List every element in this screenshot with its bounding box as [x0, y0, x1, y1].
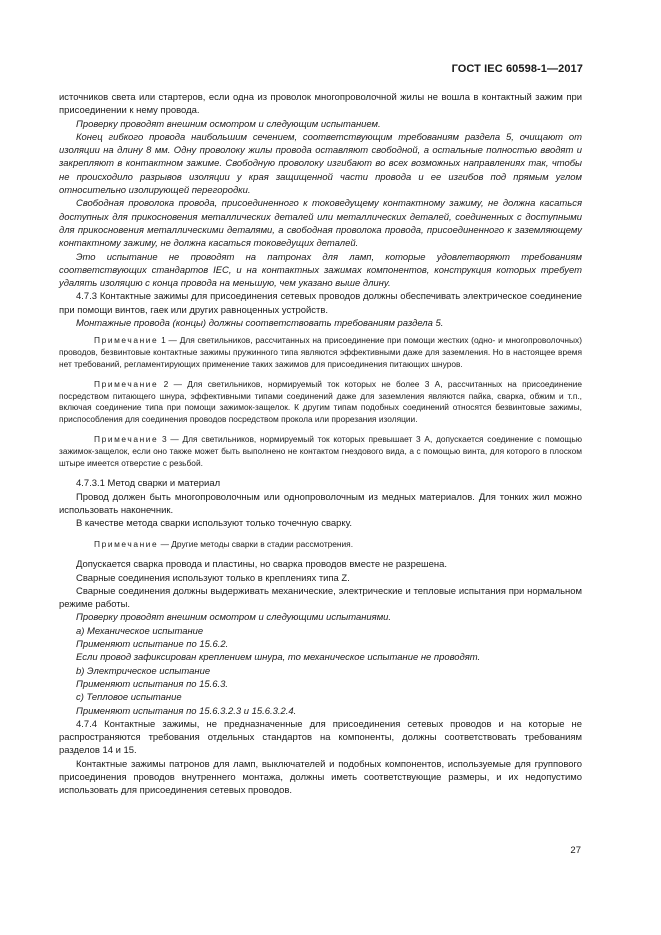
- paragraph: b) Электрическое испытание: [76, 665, 211, 677]
- note-text: 1 — Для светильников, рассчитанных на присоединение при помощи жестких (одно- и многопроволочных) проводов, безвинтовые контактные зажимы пружинного типа являются эффективными даже для заземления. Но в настоящее время нет требований, регламентирующих применение таких зажимов для присоединения питающих шнуров.: [59, 335, 582, 369]
- paragraph: Свободная проволока провода, присоединенного к токоведущему контактному зажиму, не должна касаться доступных для прикосновения металлических деталей или металлических деталей, соединенных с доступными для прикосновения металлическими деталями, а свободная проволока провода, присоединенного к заземляющему контактному зажиму, не должна касаться токоведущих деталей.: [59, 198, 582, 250]
- paragraph: Проверку проводят внешним осмотром и следующим испытанием.: [76, 118, 381, 130]
- paragraph: В качестве метода сварки используют только точечную сварку.: [76, 518, 353, 530]
- note-1: [59, 335, 582, 370]
- paragraph: 4.7.3 Контактные зажимы для присоединения сетевых проводов должны обеспечивать электрическое соединение при помощи винтов, гаек или других равноценных устройств.: [59, 291, 582, 316]
- standard-header: ГОСТ IEC 60598-1—2017: [451, 63, 583, 75]
- paragraph: c) Тепловое испытание: [76, 692, 182, 704]
- note-label: Примечание: [94, 433, 159, 444]
- paragraph: Допускается сварка провода и пластины, но сварка проводов вместе не разрешена.: [76, 559, 447, 571]
- paragraph: Применяют испытание по 15.6.2.: [76, 639, 229, 651]
- page-number: 27: [570, 845, 581, 856]
- paragraph: Контактные зажимы патронов для ламп, выключателей и подобных компонентов, используемые для группового присоединения проводов внутреннего монтажа, должны иметь соответствующие размеры, и их недопустимо использовать для присоединения сетевых проводов.: [59, 758, 582, 797]
- paragraph: a) Механическое испытание: [76, 625, 204, 637]
- note-text: 2 — Для светильников, нормируемый ток которых не более 3 А, рассчитанных на присоединение посредством питающего шнура, эффективными типами соединений даже для заземления являются пайка, сварка, обжим и т.п., включая соединение типа при помощи зажимок-защелок. К другим типам подобных соединений относятся безвинтовые зажимы, приспособления для соединения проводов посредством прокола или прорезания изоляции.: [59, 378, 582, 425]
- paragraph: Применяют испытания по 15.6.3.2.3 и 15.6.3.2.4.: [76, 705, 297, 717]
- document-body: [59, 91, 582, 798]
- paragraph: Сварные соединения используют только в креплениях типа Z.: [76, 572, 350, 584]
- paragraph: Провод должен быть многопроволочным или однопроволочным из медных материалов. Для тонких жил можно использовать наконечник.: [59, 491, 582, 516]
- note-3: [59, 434, 582, 469]
- note-label: Примечание: [94, 538, 159, 549]
- paragraph: Применяют испытания по 15.6.3.: [76, 678, 229, 690]
- paragraph: Если провод зафиксирован креплением шнура, то механическое испытание не проводят.: [76, 652, 481, 664]
- paragraph: Монтажные провода (концы) должны соответствовать требованиям раздела 5.: [76, 318, 444, 330]
- note-label: Примечание: [94, 378, 159, 389]
- note-4: [59, 539, 582, 551]
- note-text: 3 — Для светильников, нормируемый ток которых превышает 3 А, допускается соединение с помощью зажимок-защелок, если оно также может быть выполнено не контактом гнездового вида, а с помощью винта, для которого в плоском штыре имеется отверстие с резьбой.: [59, 433, 582, 468]
- paragraph: 4.7.4 Контактные зажимы, не предназначенные для присоединения сетевых проводов и на которые не распространяются требования отдельных стандартов на компоненты, должны соответствовать требованиям разделов 14 и 15.: [59, 718, 582, 757]
- paragraph: Конец гибкого провода наибольшим сечением, соответствующим требованиям раздела 5, очищают от изоляции на длину 8 мм. Одну проволоку жилы провода оставляют свободной, а остальные полностью вводят и закрепляют в контактном зажиме. Свободную проволоку изгибают во всех возможных направлениях так, чтобы не происходило разрывов изоляции у края защищенной части провода и ее изгибов под прямым углом относительно изолирующей перегородки.: [59, 131, 582, 197]
- note-text: — Другие методы сварки в стадии рассмотрения.: [158, 538, 354, 549]
- paragraph: Это испытание не проводят на патронах для ламп, которые удовлетворяют требованиям соответствующих стандартов IEC, и на контактных зажимах компонентов, конструкция которых требует удалять изоляцию с конца провода на меньшую, чем указано выше длину.: [59, 251, 582, 290]
- paragraph: Проверку проводят внешним осмотром и следующими испытаниями.: [76, 612, 392, 624]
- note-label: Примечание: [94, 335, 159, 346]
- paragraph: источников света или стартеров, если одна из проволок многопроволочной жилы не вошла в контактный зажим при присоединении к нему провода.: [59, 92, 582, 117]
- note-2: [59, 379, 582, 426]
- paragraph: Сварные соединения должны выдерживать механические, электрические и тепловые испытания при нормальном режиме работы.: [59, 585, 582, 611]
- section-heading: 4.7.3.1 Метод сварки и материал: [76, 478, 221, 490]
